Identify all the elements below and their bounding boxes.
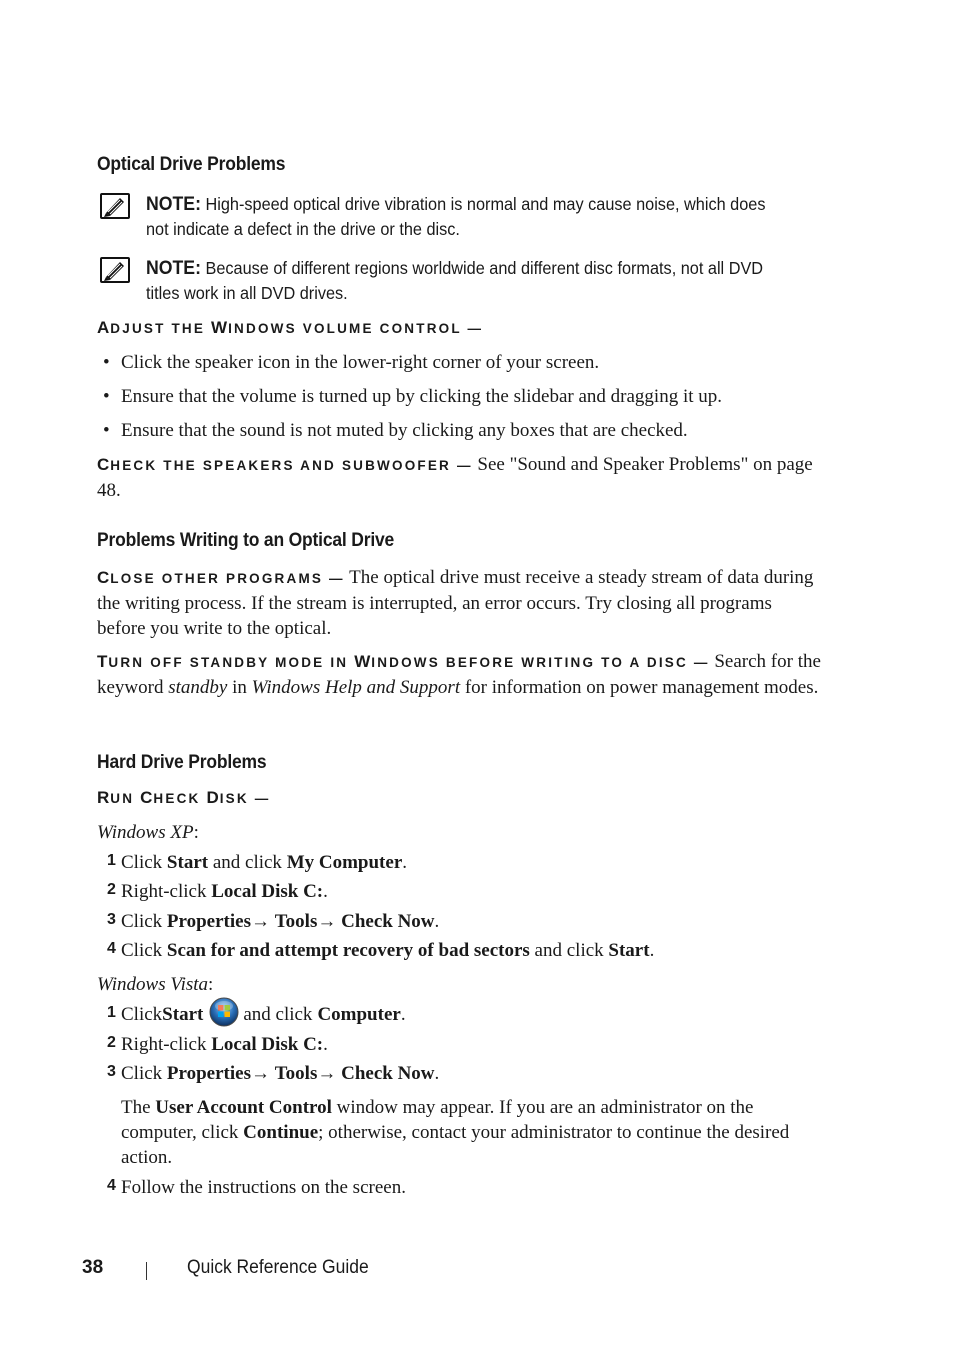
subheading-standby: TURN OFF STANDBY MODE IN WINDOWS BEFORE WRITING TO A DISC — [97,652,710,671]
note-text: Because of different regions worldwide and different disc formats, not all DVD titles work in all DVD drives. [146,258,764,303]
step-number: 2 [107,881,116,898]
paragraph-check-speakers: CHECK THE SPEAKERS AND SUBWOOFER — See "Sound and Speaker Problems" on page 48. [97,454,813,501]
note-vibration [146,192,788,242]
step-xp-3: Click Properties→ Tools→ Check Now. [121,911,440,932]
subheading-close-programs: CLOSE OTHER PROGRAMS — [97,568,345,587]
label-windows-xp: Windows XP: [97,822,199,843]
section-title-writing: Problems Writing to an Optical Drive [97,530,395,551]
note-label: NOTE: [146,194,201,215]
step-number: 1 [107,1004,116,1021]
step-xp-2: Right-click Local Disk C:. [121,881,328,902]
step-vista-1: Click Start and click Computer . [121,1002,406,1027]
page-number: 38 [82,1257,104,1278]
windows-start-orb-icon [209,997,239,1027]
step-vista-4: Follow the instructions on the screen. [121,1177,406,1198]
subheading-adjust-volume: ADJUST THE WINDOWS VOLUME CONTROL — [97,318,484,337]
step-number: 3 [107,1063,116,1080]
step-number: 1 [107,852,116,869]
note-pencil-icon [100,193,130,219]
bullet-marker: • [103,386,110,407]
subheading-check-speakers: CHECK THE SPEAKERS AND SUBWOOFER — [97,455,473,474]
step-number: 2 [107,1034,116,1051]
paragraph-standby: TURN OFF STANDBY MODE IN WINDOWS BEFORE WRITING TO A DISC — Search for the keyword standby in Windows Help and Support for information on power management modes. [97,651,821,698]
note-dvd-regions [146,256,788,306]
step-xp-4: Click Scan for and attempt recovery of bad sectors and click Start. [121,940,655,961]
footer-divider [146,1262,147,1280]
label-windows-vista: Windows Vista: [97,974,214,995]
bullet-item: Click the speaker icon in the lower-right corner of your screen. [121,352,600,373]
note-text: High-speed optical drive vibration is normal and may cause noise, which does not indicate a defect in the drive or the disc. [146,194,766,239]
bullet-item: Ensure that the sound is not muted by clicking any boxes that are checked. [121,420,688,441]
step-vista-2: Right-click Local Disk C:. [121,1034,328,1055]
step-vista-3: Click Properties→ Tools→ Check Now. [121,1063,440,1084]
paragraph-uac: The User Account Control window may appear. If you are an administrator on the computer, click Continue; otherwise, contact your administrator to continue the desired action. [121,1097,790,1168]
note-label: NOTE: [146,258,201,279]
section-title-optical-drive: Optical Drive Problems [97,154,286,175]
subheading-run-check-disk: RUN CHECK DISK — [97,788,271,807]
bullet-marker: • [103,420,110,441]
footer-guide-title: Quick Reference Guide [187,1257,369,1278]
step-xp-1: Click Start and click My Computer. [121,852,407,873]
step-number: 3 [107,911,116,928]
bullet-marker: • [103,352,110,373]
step-number: 4 [107,940,116,957]
step-number: 4 [107,1177,116,1194]
paragraph-close-programs: CLOSE OTHER PROGRAMS — The optical drive must receive a steady stream of data during the writing process. If the stream is interrupted, an error occurs. Try closing all programs before you write to the optical. [97,567,814,639]
bullet-item: Ensure that the volume is turned up by clicking the slidebar and dragging it up. [121,386,723,407]
section-title-hard-drive: Hard Drive Problems [97,752,267,773]
note-pencil-icon [100,257,130,283]
